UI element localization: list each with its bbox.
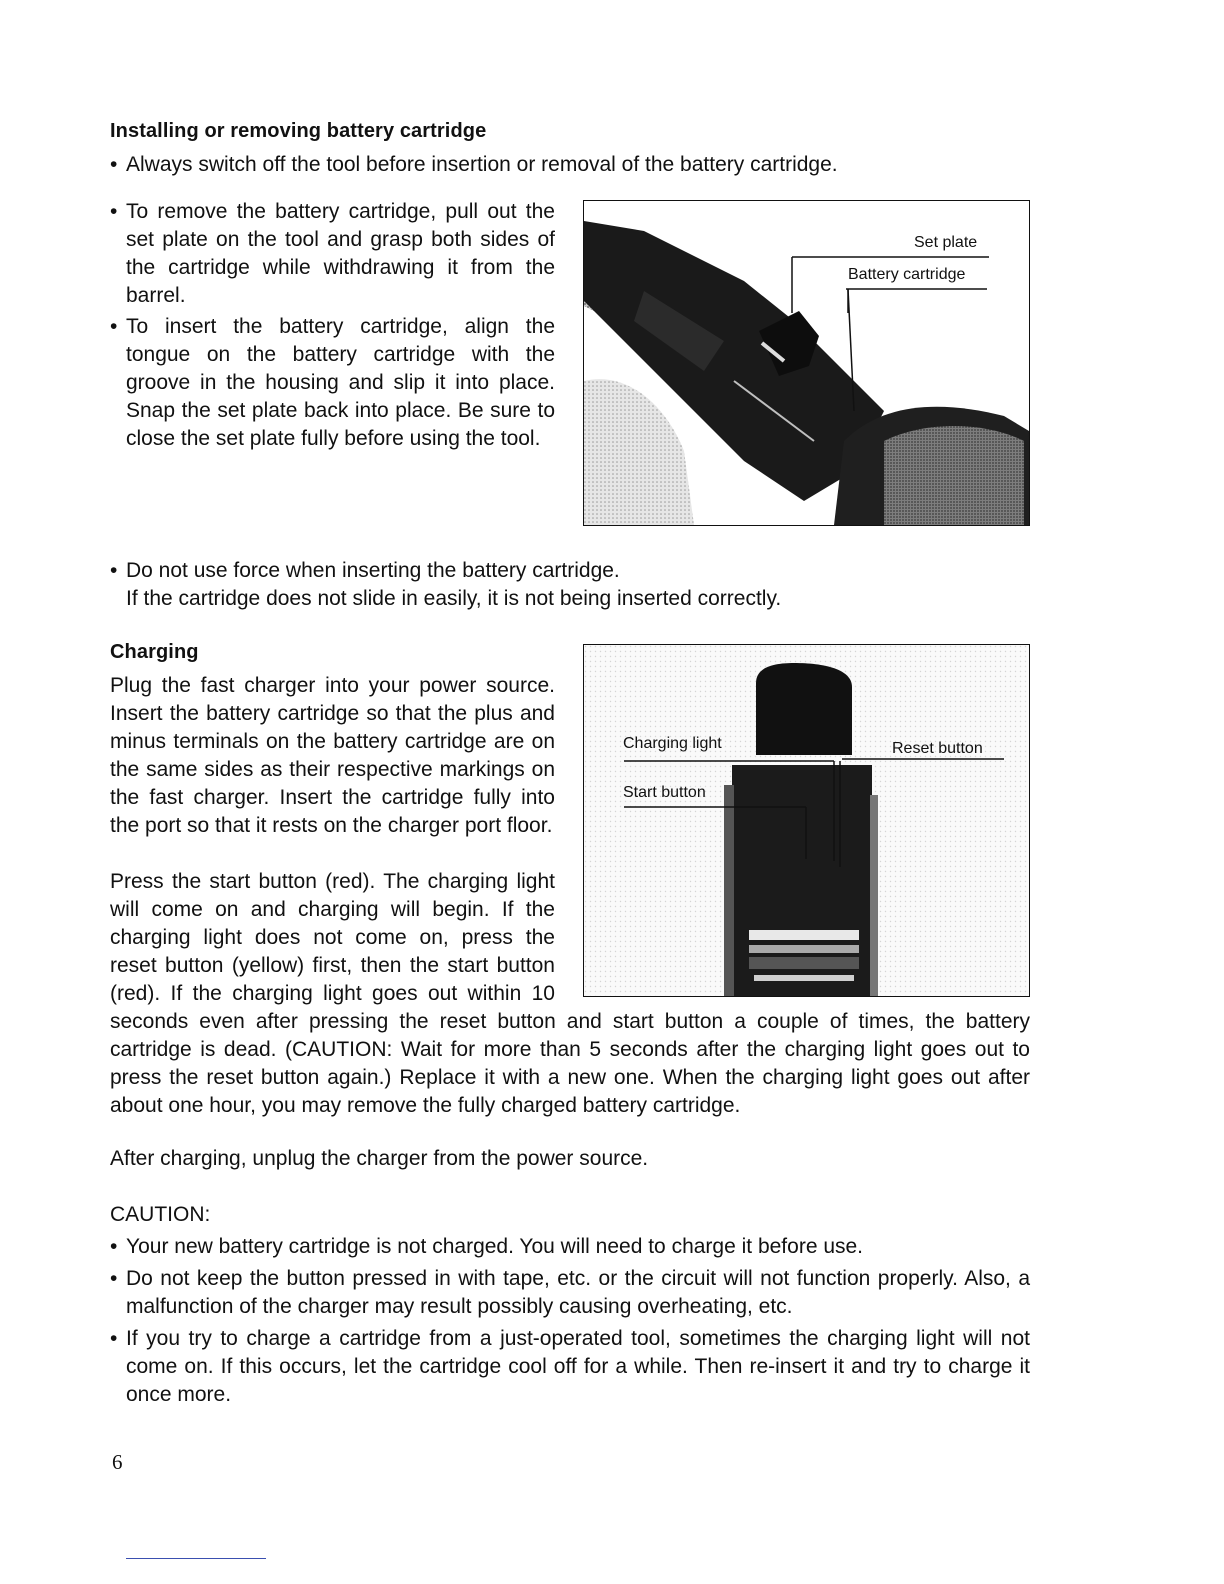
caution-item-2-text: Do not keep the button pressed in with tape, etc. or the circuit will not function properly. Also, a malfunction of the charger may result possibly causing overheating, etc.	[126, 1267, 1030, 1318]
caution-title: CAUTION:	[110, 1203, 211, 1226]
start-button-label: Start button	[623, 784, 706, 801]
bullet-icon: •	[110, 1327, 118, 1350]
insert-bullet-item	[110, 313, 555, 453]
remove-bullet-text: To remove the battery cartridge, pull out the set plate on the tool and grasp both sides of the cartridge while withdrawing it from the barrel.	[126, 200, 555, 307]
charging-light-label: Charging light	[623, 735, 722, 752]
reset-button-label: Reset button	[892, 740, 983, 757]
install-heading: Installing or removing battery cartridge	[110, 120, 487, 142]
charging-paragraph-2-text: Press the start button (red). The charging light will come on and charging will begin. If the charging light does not come on, press the reset button (yellow) first, then the start button (red). If the charging light goes out within 10 seconds even after pressing the reset button and start button a couple of times, the battery cartridge is dead. (CAUTION: Wait for more than 5 seconds after the charging light goes out to press the reset button again.) Replace it with a new one. When the charging light goes out after about one hour, you may remove the fully charged battery cartridge.	[110, 870, 1030, 1117]
caution-item-1	[110, 1233, 1030, 1261]
insert-bullet-text: To insert the battery cartridge, align the tongue on the battery cartridge with the groove in the housing and slip it into place. Snap the set plate back into place. Be sure to close the set plate fully before using the tool.	[126, 315, 555, 450]
remove-bullet-item	[110, 198, 555, 310]
charger-photo	[584, 645, 1029, 996]
intro-bullet-item	[110, 151, 1040, 179]
bullet-icon: •	[110, 559, 118, 582]
caution-item-2	[110, 1265, 1030, 1321]
bullet-icon: •	[110, 1235, 118, 1258]
page-number: 6	[112, 1450, 123, 1474]
force-bullet-line2: If the cartridge does not slide in easily, it is not being inserted correctly.	[126, 587, 782, 610]
caution-item-3	[110, 1325, 1030, 1409]
bullet-icon: •	[110, 315, 118, 338]
intro-bullet-text: Always switch off the tool before insertion or removal of the battery cartridge.	[126, 153, 838, 176]
bullet-icon: •	[110, 200, 118, 223]
charging-paragraph-1: Plug the fast charger into your power source. Insert the battery cartridge so that the plus and minus terminals on the battery cartridge are on the same sides as their respective markings on the fast charger. Insert the cartridge fully into the port so that it rests on the charger port floor.	[110, 674, 555, 837]
charging-heading: Charging	[110, 641, 199, 663]
set-plate-label: Set plate	[914, 234, 978, 251]
force-bullet-item	[110, 557, 1040, 613]
caution-item-1-text: Your new battery cartridge is not charged. You will need to charge it before use.	[126, 1235, 864, 1258]
footer-rule	[126, 1558, 266, 1559]
bullet-icon: •	[110, 1267, 118, 1290]
bullet-icon: •	[110, 153, 118, 176]
caution-item-3-text: If you try to charge a cartridge from a just-operated tool, sometimes the charging light will not come on. If this occurs, let the cartridge cool off for a while. Then re-insert it and try to charge it once more.	[126, 1327, 1030, 1406]
after-charging-text: After charging, unplug the charger from the power source.	[110, 1147, 649, 1170]
battery-cartridge-figure	[583, 200, 1030, 526]
battery-cartridge-label: Battery cartridge	[848, 266, 966, 283]
force-bullet-line1: Do not use force when inserting the battery cartridge.	[126, 559, 620, 582]
charger-figure	[583, 644, 1030, 997]
